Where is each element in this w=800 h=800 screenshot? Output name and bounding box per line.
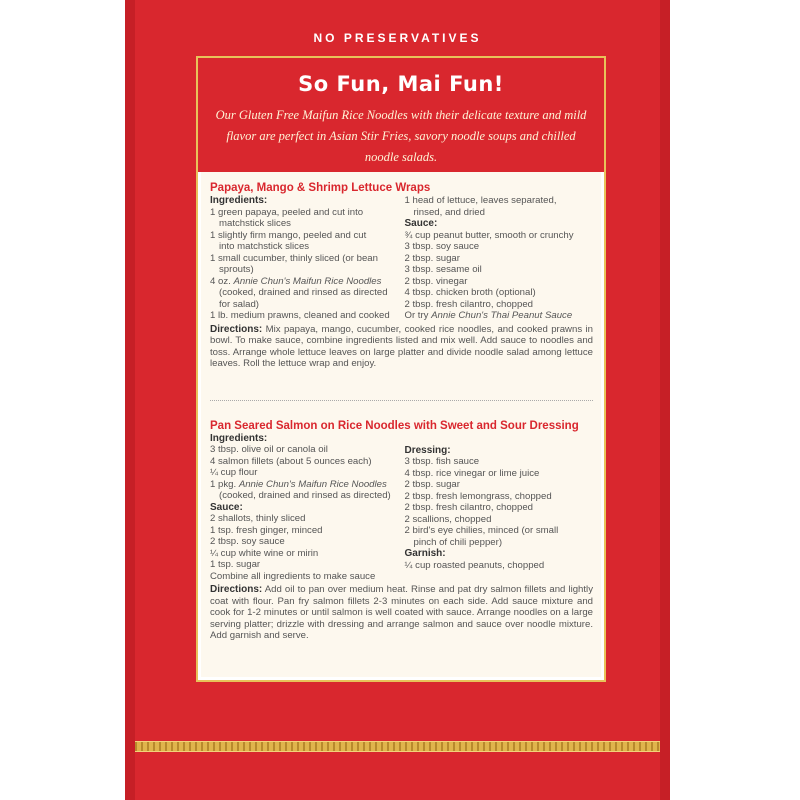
ingredient-amount: 4 oz. <box>210 275 234 287</box>
product-name: Annie Chun's Thai Peanut Sauce <box>431 310 573 321</box>
ingredient-line: sprouts) <box>219 264 254 275</box>
ingredient-line: matchstick slices <box>219 218 291 229</box>
ingredient-line: 1 head of lettuce, leaves separated, <box>404 195 557 206</box>
recipe1-right-column <box>404 195 593 322</box>
recipe2-ingredients <box>210 433 593 583</box>
sauce-line: 2 tbsp. vinegar <box>404 275 468 287</box>
sauce-line: 2 shallots, thinly sliced <box>210 513 306 524</box>
recipe1-left-column <box>210 195 404 322</box>
gold-decorative-border <box>135 741 660 752</box>
ingredient-line: into matchstick slices <box>219 241 310 252</box>
recipe2-directions <box>210 584 593 642</box>
recipe1-ingredients-label: Ingredients: <box>210 195 268 206</box>
recipe1-ingredients <box>210 195 593 322</box>
ingredient-line: 3 tbsp. olive oil or canola oil <box>210 444 328 455</box>
product-name: Annie Chun's Maifun Rice Noodles <box>233 275 382 287</box>
no-preservatives-tagline: NO PRESERVATIVES <box>313 31 482 45</box>
sauce-line: 4 tbsp. chicken broth (optional) <box>404 287 536 298</box>
ingredient-line: 1 slightly firm mango, peeled and cut <box>210 229 367 241</box>
package-right-edge <box>660 0 670 800</box>
sauce-line: 3 tbsp. soy sauce <box>404 241 480 252</box>
ingredient-line: ¼ cup flour <box>210 467 258 478</box>
sauce-line <box>404 310 593 322</box>
ingredient-line: (cooked, drained and rinsed as directed <box>219 287 388 298</box>
ingredient-line: rinsed, and dried <box>413 206 485 218</box>
headline: So Fun, Mai Fun! <box>298 72 504 96</box>
ingredient-amount: 1 pkg. <box>210 478 239 490</box>
sauce-line: 1 tsp. fresh ginger, minced <box>210 524 323 536</box>
directions-text: Add oil to pan over medium heat. Rinse and pat dry salmon fillets and lightly coat with flour. Pan fry salmon fillets 2-3 minutes on each side. Add sauce mixture and cook for 1-2 minutes or until salmon is well coated with sauce. Arrange noodles on a large serving platter; drizzle with dressing and arrange salmon and sauce over noodle mixture. Add garnish and serve. <box>210 584 593 641</box>
panel-header <box>198 58 604 172</box>
recipe2-dressing-label: Dressing: <box>404 444 451 456</box>
recipe2-right-column <box>404 433 593 583</box>
dressing-line: 2 tbsp. sugar <box>404 479 460 490</box>
recipe1-title: Papaya, Mango & Shrimp Lettuce Wraps <box>210 182 431 194</box>
ingredient-line: 1 green papaya, peeled and cut into <box>210 206 364 218</box>
or-try-text: Or try <box>404 310 432 321</box>
recipe-panel <box>196 56 606 682</box>
ingredient-line: for salad) <box>219 298 259 310</box>
recipes-content <box>210 181 593 642</box>
directions-label: Directions: <box>210 584 263 595</box>
dressing-line: 2 scallions, chopped <box>404 513 492 525</box>
recipe2-sauce-label: Sauce: <box>210 501 243 513</box>
recipe2-left-column <box>210 433 404 583</box>
recipe2-garnish-label: Garnish: <box>404 548 446 559</box>
sauce-line: 2 tbsp. sugar <box>404 252 460 264</box>
directions-label: Directions: <box>210 323 263 335</box>
product-name: Annie Chun's Maifun Rice Noodles <box>238 478 387 490</box>
sauce-line: ¼ cup white wine or mirin <box>210 547 319 559</box>
dressing-line: pinch of chili pepper) <box>413 536 503 548</box>
recipe-divider <box>210 400 593 401</box>
recipe2-ingredients-label: Ingredients: <box>210 432 268 444</box>
ingredient-line <box>210 276 404 288</box>
dressing-line: 2 bird's eye chilies, minced (or small <box>404 525 559 536</box>
ingredient-line: 1 small cucumber, thinly sliced (or bean <box>210 252 378 264</box>
ingredient-line <box>210 479 404 491</box>
directions-text: Mix papaya, mango, cucumber, cooked rice noodles, and cooked prawns in bowl. To make sauce, combine ingredients listed and mix well. Add sauce to noodles and toss. Arrange whole lettuce leaves on large platter and divide noodle salad among lettuce leaves. Roll the lettuce wrap and enjoy. <box>210 323 593 369</box>
sauce-line: 2 tbsp. fresh cilantro, chopped <box>404 298 534 310</box>
recipe1-directions <box>210 324 593 370</box>
sauce-line: Combine all ingredients to make sauce <box>210 570 376 582</box>
ingredient-line: (cooked, drained and rinsed as directed) <box>219 490 391 501</box>
sauce-line: ¾ cup peanut butter, smooth or crunchy <box>404 229 574 241</box>
recipe1-sauce-label: Sauce: <box>404 218 438 229</box>
dressing-line: 4 tbsp. rice vinegar or lime juice <box>404 467 540 479</box>
dressing-line: 2 tbsp. fresh lemongrass, chopped <box>404 490 552 502</box>
sauce-line: 1 tsp. sugar <box>210 559 261 570</box>
recipe2-title: Pan Seared Salmon on Rice Noodles with Sweet and Sour Dressing <box>210 419 579 432</box>
intro-text: Our Gluten Free Maifun Rice Noodles with their delicate texture and mild flavor are perfect in Asian Stir Fries, savory noodle soups and chilled noodle salads. <box>215 108 587 164</box>
dressing-line: 2 tbsp. fresh cilantro, chopped <box>404 502 534 513</box>
package-left-edge <box>125 0 135 800</box>
sauce-line: 2 tbsp. soy sauce <box>210 536 285 547</box>
dressing-line: 3 tbsp. fish sauce <box>404 456 480 467</box>
sauce-line: 3 tbsp. sesame oil <box>404 264 482 275</box>
recipes-area <box>201 172 601 677</box>
garnish-line: ¼ cup roasted peanuts, chopped <box>404 559 545 571</box>
ingredient-line: 1 lb. medium prawns, cleaned and cooked <box>210 310 390 321</box>
ingredient-line: 4 salmon fillets (about 5 ounces each) <box>210 455 372 467</box>
